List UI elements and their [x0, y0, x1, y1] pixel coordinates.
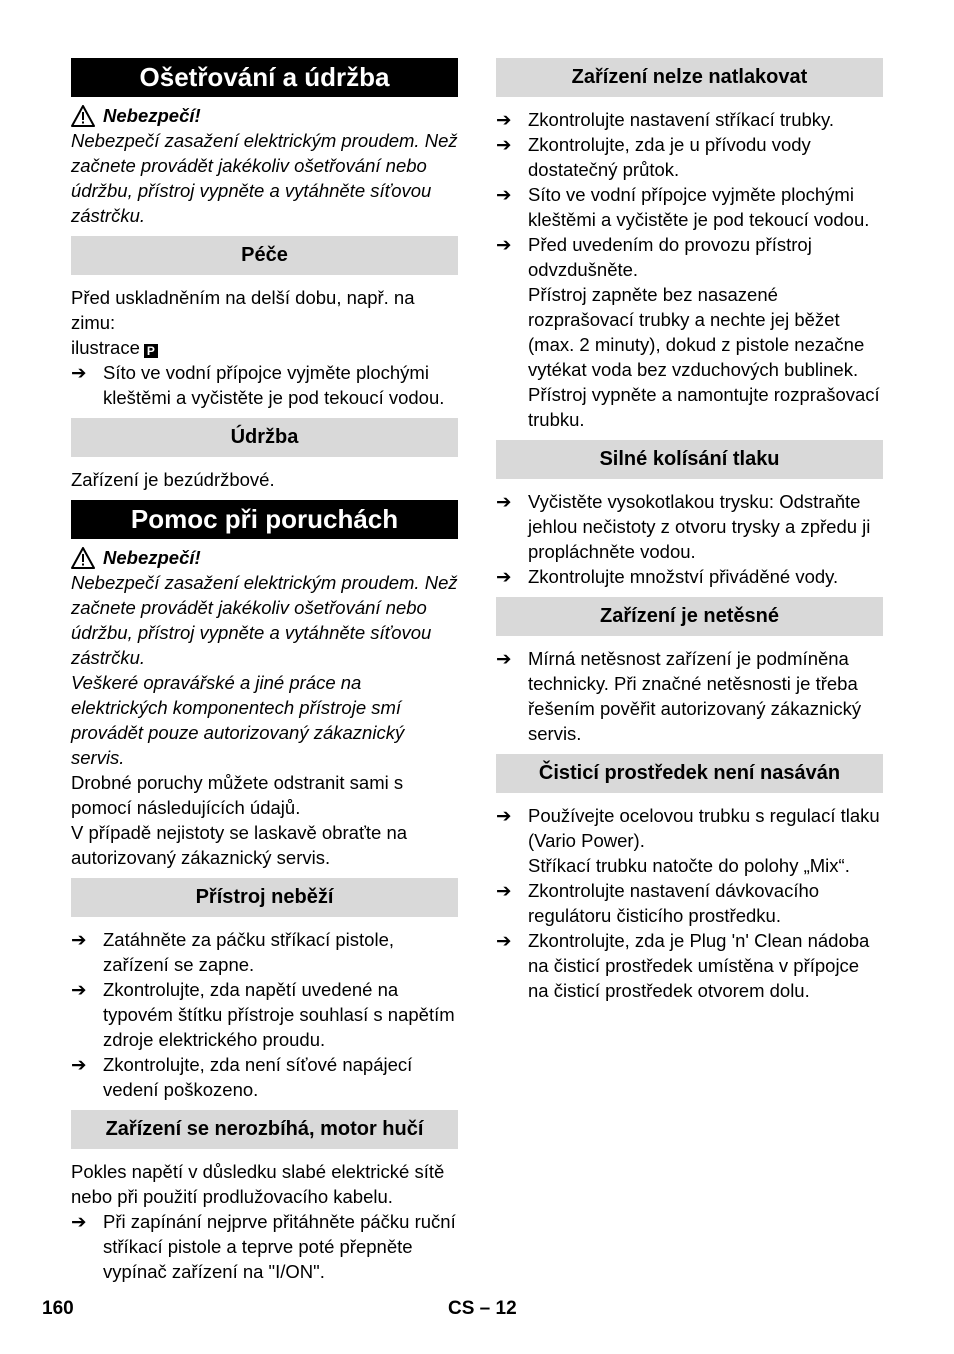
warning-triangle-icon: [71, 105, 95, 127]
warning-triangle-icon: [71, 547, 95, 569]
arrow-right-icon: ➔: [71, 362, 87, 383]
right-column: [496, 58, 883, 1003]
arrow-right-icon: ➔: [71, 929, 87, 950]
motor-text: Pokles napětí v důsledku slabé elektrické sítě nebo při použití prodlužovacího kabelu.: [71, 1161, 445, 1207]
section-title-care: Ošetřování a údržba: [71, 58, 458, 97]
arrow-right-icon: ➔: [496, 491, 512, 512]
danger-heading: [71, 545, 458, 570]
arrow-right-icon: ➔: [496, 234, 512, 255]
heading-pece: Péče: [71, 236, 458, 275]
left-column: [71, 58, 458, 1284]
heading-udrzba: Údržba: [71, 418, 458, 457]
danger-label: Nebezpečí!: [103, 547, 201, 568]
ilustrace-line: [71, 335, 458, 360]
illustration-p-icon: P: [144, 344, 158, 358]
list-item: ➔ Mírná netěsnost zařízení je podmíněna technicky. Při značné netěsnosti je třeba řešením pověřit autorizovaný zákaznický servis.: [496, 648, 862, 744]
heading-netesne: Zařízení je netěsné: [496, 597, 883, 636]
arrow-right-icon: ➔: [71, 979, 87, 1000]
ilustrace-label: ilustrace: [71, 337, 140, 358]
list-item: ➔ Zatáhněte za páčku stříkací pistole, zařízení se zapne.: [71, 929, 395, 975]
arrow-right-icon: ➔: [496, 648, 512, 669]
paragraph: V případě nejistoty se laskavě obraťte na autorizovaný zákaznický servis.: [71, 822, 408, 868]
arrow-right-icon: ➔: [71, 1211, 87, 1232]
list-item: ➔ Zkontrolujte množství přiváděné vody.: [496, 566, 839, 587]
heading-nebezi: Přístroj neběží: [71, 878, 458, 917]
bullet-text-cont: Stříkací trubku natočte do polohy „Mix“.: [528, 855, 850, 876]
heading-tlak: Zařízení nelze natlakovat: [496, 58, 883, 97]
pece-text: Před uskladněním na delší dobu, např. na zimu:: [71, 287, 415, 333]
list-item: ➔ Zkontrolujte nastavení stříkací trubky.: [496, 109, 835, 130]
list-item: ➔ Síto ve vodní přípojce vyjměte plochými kleštěmi a vyčistěte je pod tekoucí vodou.: [496, 184, 870, 230]
list-item: [496, 232, 883, 432]
danger-text: Nebezpečí zasažení elektrickým proudem. Než začnete provádět jakékoliv ošetřování nebo údržbu, přístroj vypněte a vytáhněte síťovou zástrčku.: [71, 572, 458, 668]
list-item: ➔ Síto ve vodní přípojce vyjměte plochými kleštěmi a vyčistěte je pod tekoucí vodou.: [71, 362, 445, 408]
section-footer: CS – 12: [448, 1298, 517, 1319]
list-item: ➔ Zkontrolujte, zda není síťové napájecí vedení poškozeno.: [71, 1054, 413, 1100]
arrow-right-icon: ➔: [71, 1054, 87, 1075]
heading-motor: Zařízení se nerozbíhá, motor hučí: [71, 1110, 458, 1149]
bullet-text-cont: Přístroj zapněte bez nasazené rozprašovací trubky a nechte jej běžet (max. 2 minuty), dokud z pistole nezačne vytékat voda bez vzduchových bublinek.: [528, 284, 865, 380]
list-item: ➔ Při zapínání nejprve přitáhněte páčku ruční stříkací pistole a teprve poté přepněte vypínač zařízení na "I/ON".: [71, 1211, 456, 1282]
paragraph: Drobné poruchy můžete odstranit sami s pomocí následujících údajů.: [71, 772, 404, 818]
bullet-text: Před uvedením do provozu přístroj odvzdušněte.: [528, 234, 812, 280]
danger-text: Nebezpečí zasažení elektrickým proudem. Než začnete provádět jakékoliv ošetřování nebo údržbu, přístroj vypněte a vytáhněte síťovou zástrčku.: [71, 130, 458, 226]
arrow-right-icon: ➔: [496, 805, 512, 826]
danger-heading: [71, 103, 458, 128]
bullet-text-cont: Přístroj vypněte a namontujte rozprašovací trubku.: [528, 384, 880, 430]
udrzba-text: Zařízení je bezúdržbové.: [71, 469, 275, 490]
arrow-right-icon: ➔: [496, 930, 512, 951]
list-item: ➔ Vyčistěte vysokotlakou trysku: Odstraňte jehlou nečistoty z otvoru trysky a zpředu ji propláchněte vodou.: [496, 491, 871, 562]
arrow-right-icon: ➔: [496, 566, 512, 587]
heading-cistic: Čisticí prostředek není nasáván: [496, 754, 883, 793]
arrow-right-icon: ➔: [496, 880, 512, 901]
bullet-text: Používejte ocelovou trubku s regulací tlaku (Vario Power).: [528, 805, 880, 851]
section-title-troubleshooting: Pomoc při poruchách: [71, 500, 458, 539]
heading-kolisani: Silné kolísání tlaku: [496, 440, 883, 479]
list-item: ➔ Zkontrolujte nastavení dávkovacího regulátoru čisticího prostředku.: [496, 880, 820, 926]
arrow-right-icon: ➔: [496, 134, 512, 155]
list-item: ➔ Zkontrolujte, zda napětí uvedené na typovém štítku přístroje souhlasí s napětím zdroje elektrického proudu.: [71, 979, 455, 1050]
arrow-right-icon: ➔: [496, 184, 512, 205]
page-number: 160: [42, 1298, 74, 1319]
danger-text-service: Veškeré opravářské a jiné práce na elektrických komponentech přístroje smí provádět pouze autorizovaný zákaznický servis.: [71, 672, 405, 768]
arrow-right-icon: ➔: [496, 109, 512, 130]
danger-label: Nebezpečí!: [103, 105, 201, 126]
list-item: [496, 803, 883, 878]
list-item: ➔ Zkontrolujte, zda je u přívodu vody dostatečný průtok.: [496, 134, 811, 180]
list-item: ➔ Zkontrolujte, zda je Plug 'n' Clean nádoba na čisticí prostředek umístěna v přípojce na čisticí prostředek otvorem dolu.: [496, 930, 870, 1001]
